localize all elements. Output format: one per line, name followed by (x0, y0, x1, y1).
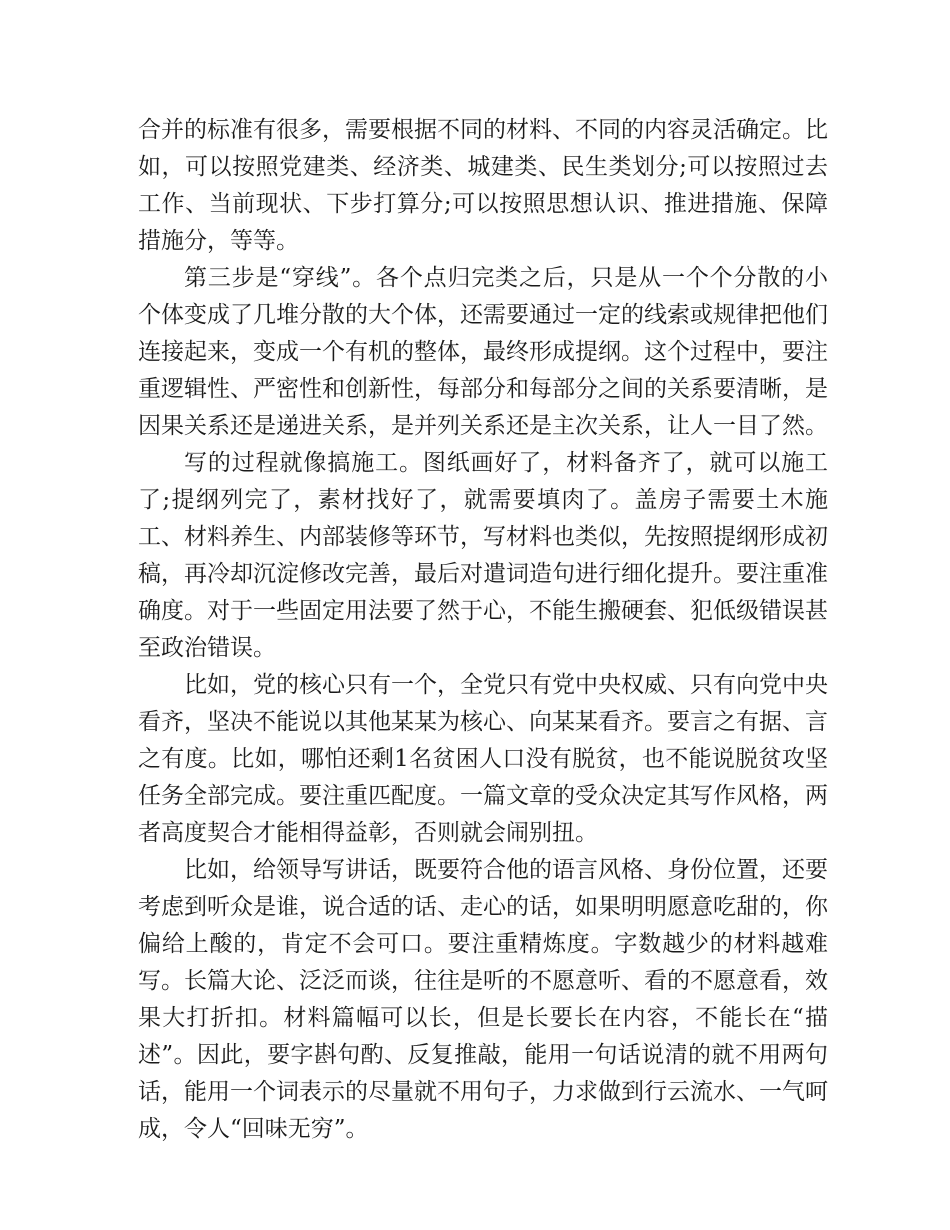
paragraph-1: 合并的标准有很多，需要根据不同的材料、不同的内容灵活确定。比如，可以按照党建类、经济类、城建类、民生类划分;可以按照过去工作、当前现状、下步打算分;可以按照思想认识、推进措施、保障措施分，等等。 (138, 117, 828, 254)
paragraph-5: 比如，给领导写讲话，既要符合他的语言风格、身份位置，还要考虑到听众是谁，说合适的话、走心的话，如果明明愿意吃甜的，你偏给上酸的，肯定不会可口。要注重精炼度。字数越少的材料越难写。长篇大论、泛泛而谈，往往是听的不愿意听、看的不愿意看，效果大打折扣。材料篇幅可以长，但是长要长在内容，不能长在“描述”。因此，要字斟句酌、反复推敲，能用一句话说清的就不用两句话，能用一个词表示的尽量就不用句子，力求做到行云流水、一气呵成，令人“回味无穷”。 (138, 857, 828, 1142)
document-body (138, 112, 828, 1148)
paragraph-2: 第三步是“穿线”。各个点归完类之后，只是从一个个分散的小个体变成了几堆分散的大个体，还需要通过一定的线索或规律把他们连接起来，变成一个有机的整体，最终形成提纲。这个过程中，要注重逻辑性、严密性和创新性，每部分和每部分之间的关系要清晰，是因果关系还是递进关系，是并列关系还是主次关系，让人一目了然。 (138, 265, 828, 439)
paragraph-4: 比如，党的核心只有一个，全党只有党中央权威、只有向党中央看齐，坚决不能说以其他某某为核心、向某某看齐。要言之有据、言之有度。比如，哪怕还剩1名贫困人口没有脱贫，也不能说脱贫攻坚任务全部完成。要注重匹配度。一篇文章的受众决定其写作风格，两者高度契合才能相得益彰，否则就会闹别扭。 (138, 672, 828, 846)
paragraph-3: 写的过程就像搞施工。图纸画好了，材料备齐了，就可以施工了;提纲列完了，素材找好了，就需要填肉了。盖房子需要土木施工、材料养生、内部装修等环节，写材料也类似，先按照提纲形成初稿，再冷却沉淀修改完善，最后对遣词造句进行细化提升。要注重准确度。对于一些固定用法要了然于心，不能生搬硬套、犯低级错误甚至政治错误。 (138, 450, 828, 661)
